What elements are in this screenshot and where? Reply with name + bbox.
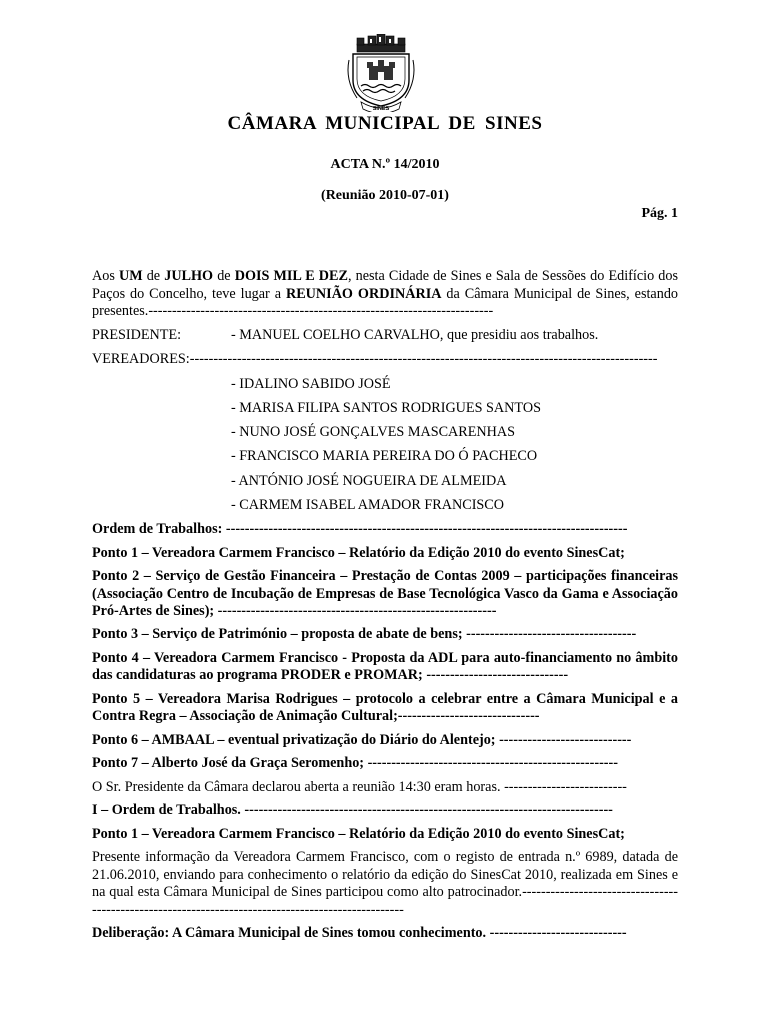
vereador-name: - IDALINO SABIDO JOSÉ [231,375,391,392]
vereadores-list [231,376,678,515]
presidente-row [92,327,678,345]
ordem-point: Ponto 1 – Vereadora Carmem Francisco – Relatório da Edição 2010 do evento SinesCat; [92,544,625,561]
page-title: CÂMARA MUNICIPAL DE SINES [227,113,543,134]
page-number: Pág. 1 [641,206,678,221]
presidente-value: - MANUEL COELHO CARVALHO, que presidiu aos trabalhos. [231,326,599,343]
ordem-point: Ponto 6 – AMBAAL – eventual privatização do Diário do Alentejo; ---------------------------- [92,731,632,748]
ordem-heading: Ordem de Trabalhos: ------------------------------------------------------------------------------------- [92,521,628,538]
vereador-name: - FRANCISCO MARIA PEREIRA DO Ó PACHECO [231,448,538,465]
ordem-point: Ponto 2 – Serviço de Gestão Financeira – Prestação de Contas 2009 – participações financeiras (Associação Centro de Incubação de Empresas de Base Tecnológica Vasco da Gama e Associação Pró-Artes de Sines); ----------------------------------------------------------- [92,568,678,620]
section-text: Presente informação da Vereadora Carmem Francisco, com o registo de entrada n.º 6989, datada de 21.06.2010, enviando para conhecimento o relatório da edição do SinesCat 2010, realizada em Sines e na qual esta Câmara Municipal de Sines participou como alto patrocinador.--------------------------------------------------------------------------------------------------- [92,849,678,918]
ordem-point: Ponto 4 – Vereadora Carmem Francisco - Proposta da ADL para auto-financiamento no âmbito das candidaturas ao programa PRODER e PROMAR; ------------------------------ [92,649,678,684]
ordem-point: Ponto 3 – Serviço de Património – proposta de abate de bens; ------------------------------------ [92,626,637,643]
vereador-name: - CARMEM ISABEL AMADOR FRANCISCO [231,496,505,513]
ordem-point: Ponto 7 – Alberto José da Graça Seromenho; ----------------------------------------------------- [92,755,618,772]
section-heading: I – Ordem de Trabalhos. ------------------------------------------------------------------------------ [92,802,613,819]
deliberacao-text: Deliberação: A Câmara Municipal de Sines tomou conhecimento. ----------------------------- [92,925,627,942]
svg-text:SINES: SINES [372,106,390,112]
vereador-name: - ANTÓNIO JOSÉ NOGUEIRA DE ALMEIDA [231,472,507,489]
vereador-name: - MARISA FILIPA SANTOS RODRIGUES SANTOS [231,399,541,416]
meeting-date: (Reunião 2010-07-01) [321,188,449,203]
acta-number: ACTA N.º 14/2010 [330,157,440,172]
intro-paragraph: Aos UM de JULHO de DOIS MIL E DEZ, nesta Cidade de Sines e Sala de Sessões do Edifício dos Paços do Concelho, teve lugar a REUNIÃO ORDINÁRIA da Câmara Municipal de Sines, estando presentes.------------------------------------------------------------------------- [92,268,678,319]
section-point: Ponto 1 – Vereadora Carmem Francisco – Relatório da Edição 2010 do evento SinesCat; [92,825,625,842]
vereador-name: - NUNO JOSÉ GONÇALVES MASCARENHAS [231,424,516,441]
ordem-point: Ponto 5 – Vereadora Marisa Rodrigues – protocolo a celebrar entre a Câmara Municipal e a Contra Regra – Associação de Animação Cultural;------------------------------ [92,690,678,725]
document-body [92,268,678,949]
abertura-text: O Sr. Presidente da Câmara declarou aberta a reunião 14:30 eram horas. -------------------------- [92,778,627,795]
presidente-label: PRESIDENTE: [92,326,182,343]
municipal-crest-logo [343,34,419,112]
vereadores-label: VEREADORES:--------------------------------------------------------------------------------------------------- [92,351,658,367]
